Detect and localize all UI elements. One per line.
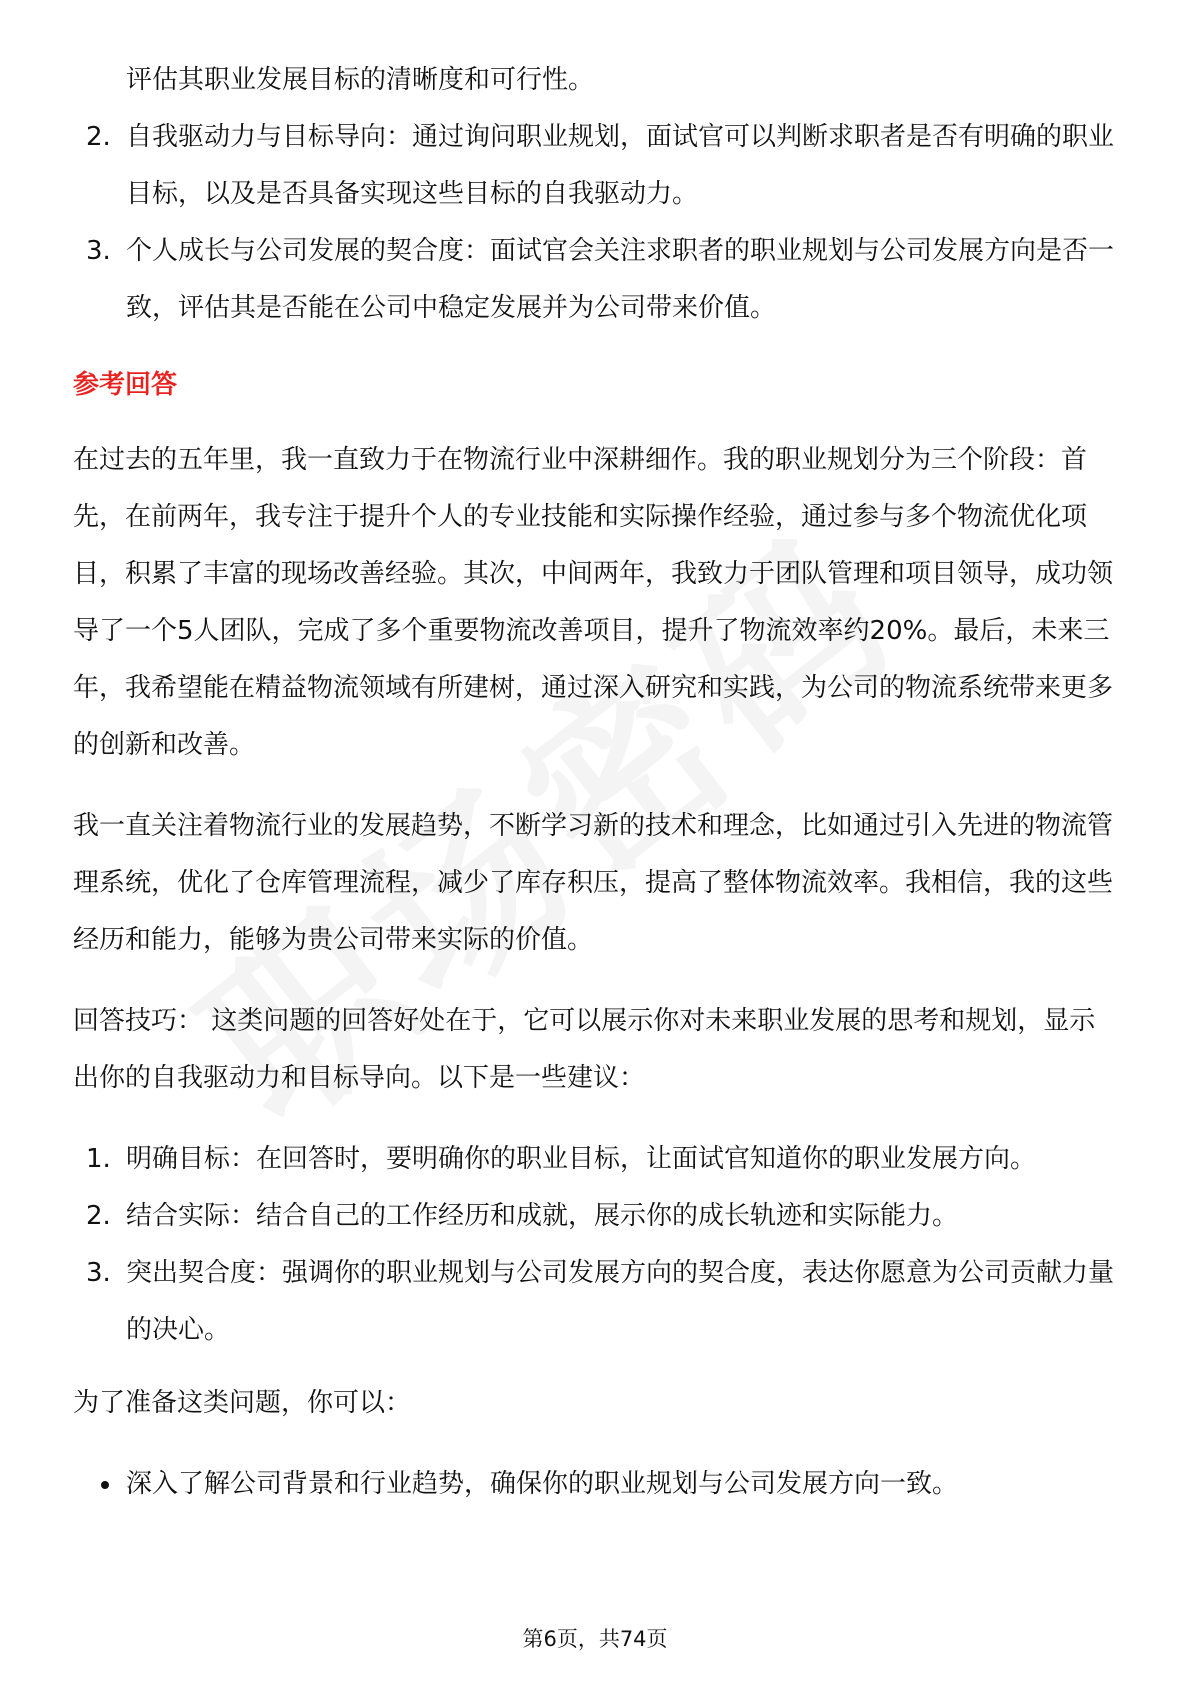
reference-answer-heading: 参考回答 [73, 370, 178, 400]
list-item [73, 223, 1117, 337]
continued-list-text: 评估其职业发展目标的清晰度和可行性。 [126, 65, 595, 95]
list-item [73, 1245, 1117, 1359]
list-item [73, 109, 1117, 223]
page-number-footer: 第6页，共74页 [522, 1627, 668, 1651]
list-number: 2. [86, 122, 111, 152]
list-number: 3. [86, 1258, 111, 1288]
list-item-text: 自我驱动力与目标导向：通过询问职业规划，面试官可以判断求职者是否有明确的职业目标，以及是否具备实现这些目标的自我驱动力。 [126, 122, 1115, 209]
list-number: 2. [86, 1201, 111, 1231]
answer-paragraph: 我一直关注着物流行业的发展趋势，不断学习新的技术和理念，比如通过引入先进的物流管理系统，优化了仓库管理流程，减少了库存积压，提高了整体物流效率。我相信，我的这些经历和能力，能够为贵公司带来实际的价值。 [73, 811, 1114, 955]
bullet-dot-icon [101, 1481, 109, 1489]
answer-paragraph: 在过去的五年里，我一直致力于在物流行业中深耕细作。我的职业规划分为三个阶段：首先，在前两年，我专注于提升个人的专业技能和实际操作经验，通过参与多个物流优化项目，积累了丰富的现场改善经验。其次，中间两年，我致力于团队管理和项目领导，成功领导了一个5人团队，完成了多个重要物流改善项目，提升了物流效率约20%。最后，未来三年，我希望能在精益物流领域有所建树，通过深入研究和实践，为公司的物流系统带来更多的创新和改善。 [73, 445, 1114, 760]
list-number: 3. [86, 236, 111, 266]
prepare-intro: 为了准备这类问题，你可以： [73, 1388, 412, 1418]
list-item-text: 结合实际：结合自己的工作经历和成就，展示你的成长轨迹和实际能力。 [126, 1201, 959, 1231]
list-item [73, 1131, 1117, 1188]
tips-list [73, 1131, 1117, 1359]
list-number: 1. [86, 1144, 111, 1174]
tips-intro: 回答技巧： 这类问题的回答好处在于，它可以展示你对未来职业发展的思考和规划，显示出你的自我驱动力和目标导向。以下是一些建议： [73, 1006, 1096, 1093]
list-item [73, 1188, 1117, 1245]
bullet-item [73, 1456, 1117, 1513]
list-item-text: 突出契合度：强调你的职业规划与公司发展方向的契合度，表达你愿意为公司贡献力量的决心。 [126, 1258, 1115, 1345]
evaluation-points-list [73, 109, 1117, 337]
list-item-text: 明确目标：在回答时，要明确你的职业目标，让面试官知道你的职业发展方向。 [126, 1144, 1037, 1174]
prepare-bullet-list [73, 1456, 1117, 1513]
page-content [73, 52, 1117, 1513]
list-item-text: 个人成长与公司发展的契合度：面试官会关注求职者的职业规划与公司发展方向是否一致，评估其是否能在公司中稳定发展并为公司带来价值。 [126, 236, 1115, 323]
bullet-item-text: 深入了解公司背景和行业趋势，确保你的职业规划与公司发展方向一致。 [126, 1469, 959, 1499]
